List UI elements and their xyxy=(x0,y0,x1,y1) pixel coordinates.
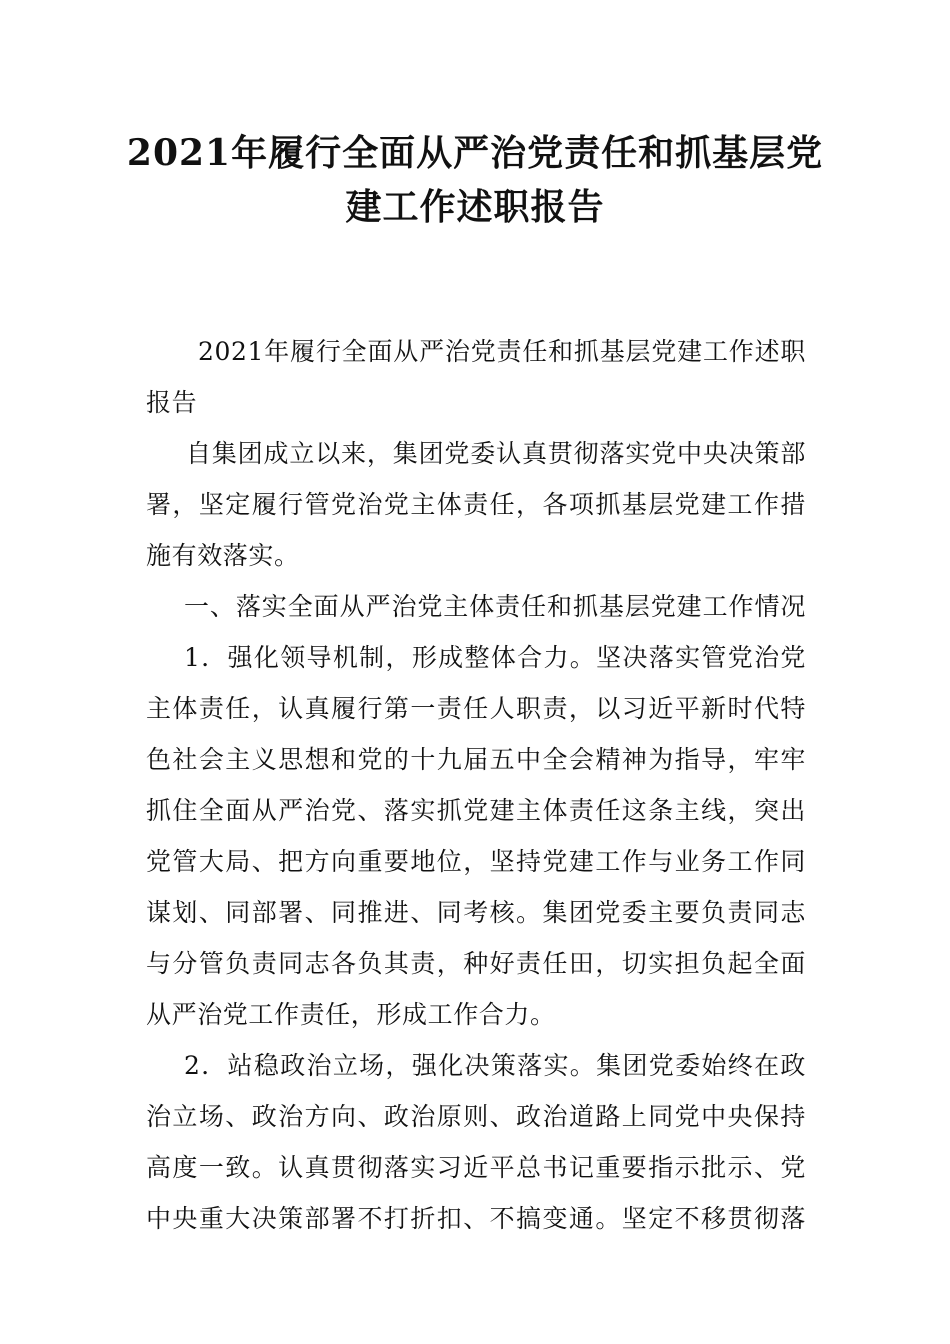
paragraph-line: 党管大局、把方向重要地位，坚持党建工作与业务工作同 xyxy=(146,847,806,876)
paragraph-line: 施有效落实。 xyxy=(146,541,300,570)
paragraph-line: 色社会主义思想和党的十九届五中全会精神为指导，牢牢 xyxy=(146,745,806,774)
paragraph-line: 自集团成立以来，集团党委认真贯彻落实党中央决策部 xyxy=(186,439,806,468)
paragraph-line: 从严治党工作责任，形成工作合力。 xyxy=(146,1000,556,1029)
paragraph-line: 1．强化领导机制，形成整体合力。坚决落实管党治党 xyxy=(184,643,806,672)
paragraph-line: 2021年履行全面从严治党责任和抓基层党建工作述职 xyxy=(198,337,806,366)
paragraph-line: 高度一致。认真贯彻落实习近平总书记重要指示批示、党 xyxy=(146,1153,806,1182)
paragraph-line: 报告 xyxy=(146,388,198,417)
subtitle-paragraph xyxy=(146,326,806,428)
paragraph-line: 抓住全面从严治党、落实抓党建主体责任这条主线，突出 xyxy=(146,796,806,825)
paragraph-line: 主体责任，认真履行第一责任人职责，以习近平新时代特 xyxy=(146,694,806,723)
item-1-paragraph xyxy=(146,632,806,1040)
item-2-paragraph xyxy=(146,1040,806,1244)
title-line-1: 2021年履行全面从严治党责任和抓基层党 xyxy=(126,132,824,174)
paragraph-line: 2．站稳政治立场，强化决策落实。集团党委始终在政 xyxy=(184,1051,806,1080)
paragraph-line: 署，坚定履行管党治党主体责任，各项抓基层党建工作措 xyxy=(146,490,806,519)
section-heading xyxy=(146,581,806,632)
intro-paragraph xyxy=(146,428,806,581)
paragraph-line: 中央重大决策部署不打折扣、不搞变通。坚定不移贯彻落 xyxy=(146,1204,806,1233)
paragraph-line: 与分管负责同志各负其责，种好责任田，切实担负起全面 xyxy=(146,949,806,978)
paragraph-line: 治立场、政治方向、政治原则、政治道路上同党中央保持 xyxy=(146,1102,806,1131)
section-heading-text: 一、落实全面从严治党主体责任和抓基层党建工作情况 xyxy=(184,592,806,621)
document-title xyxy=(60,126,890,234)
paragraph-line: 谋划、同部署、同推进、同考核。集团党委主要负责同志 xyxy=(146,898,806,927)
title-line-2: 建工作述职报告 xyxy=(345,186,605,228)
document-body xyxy=(146,326,806,1244)
